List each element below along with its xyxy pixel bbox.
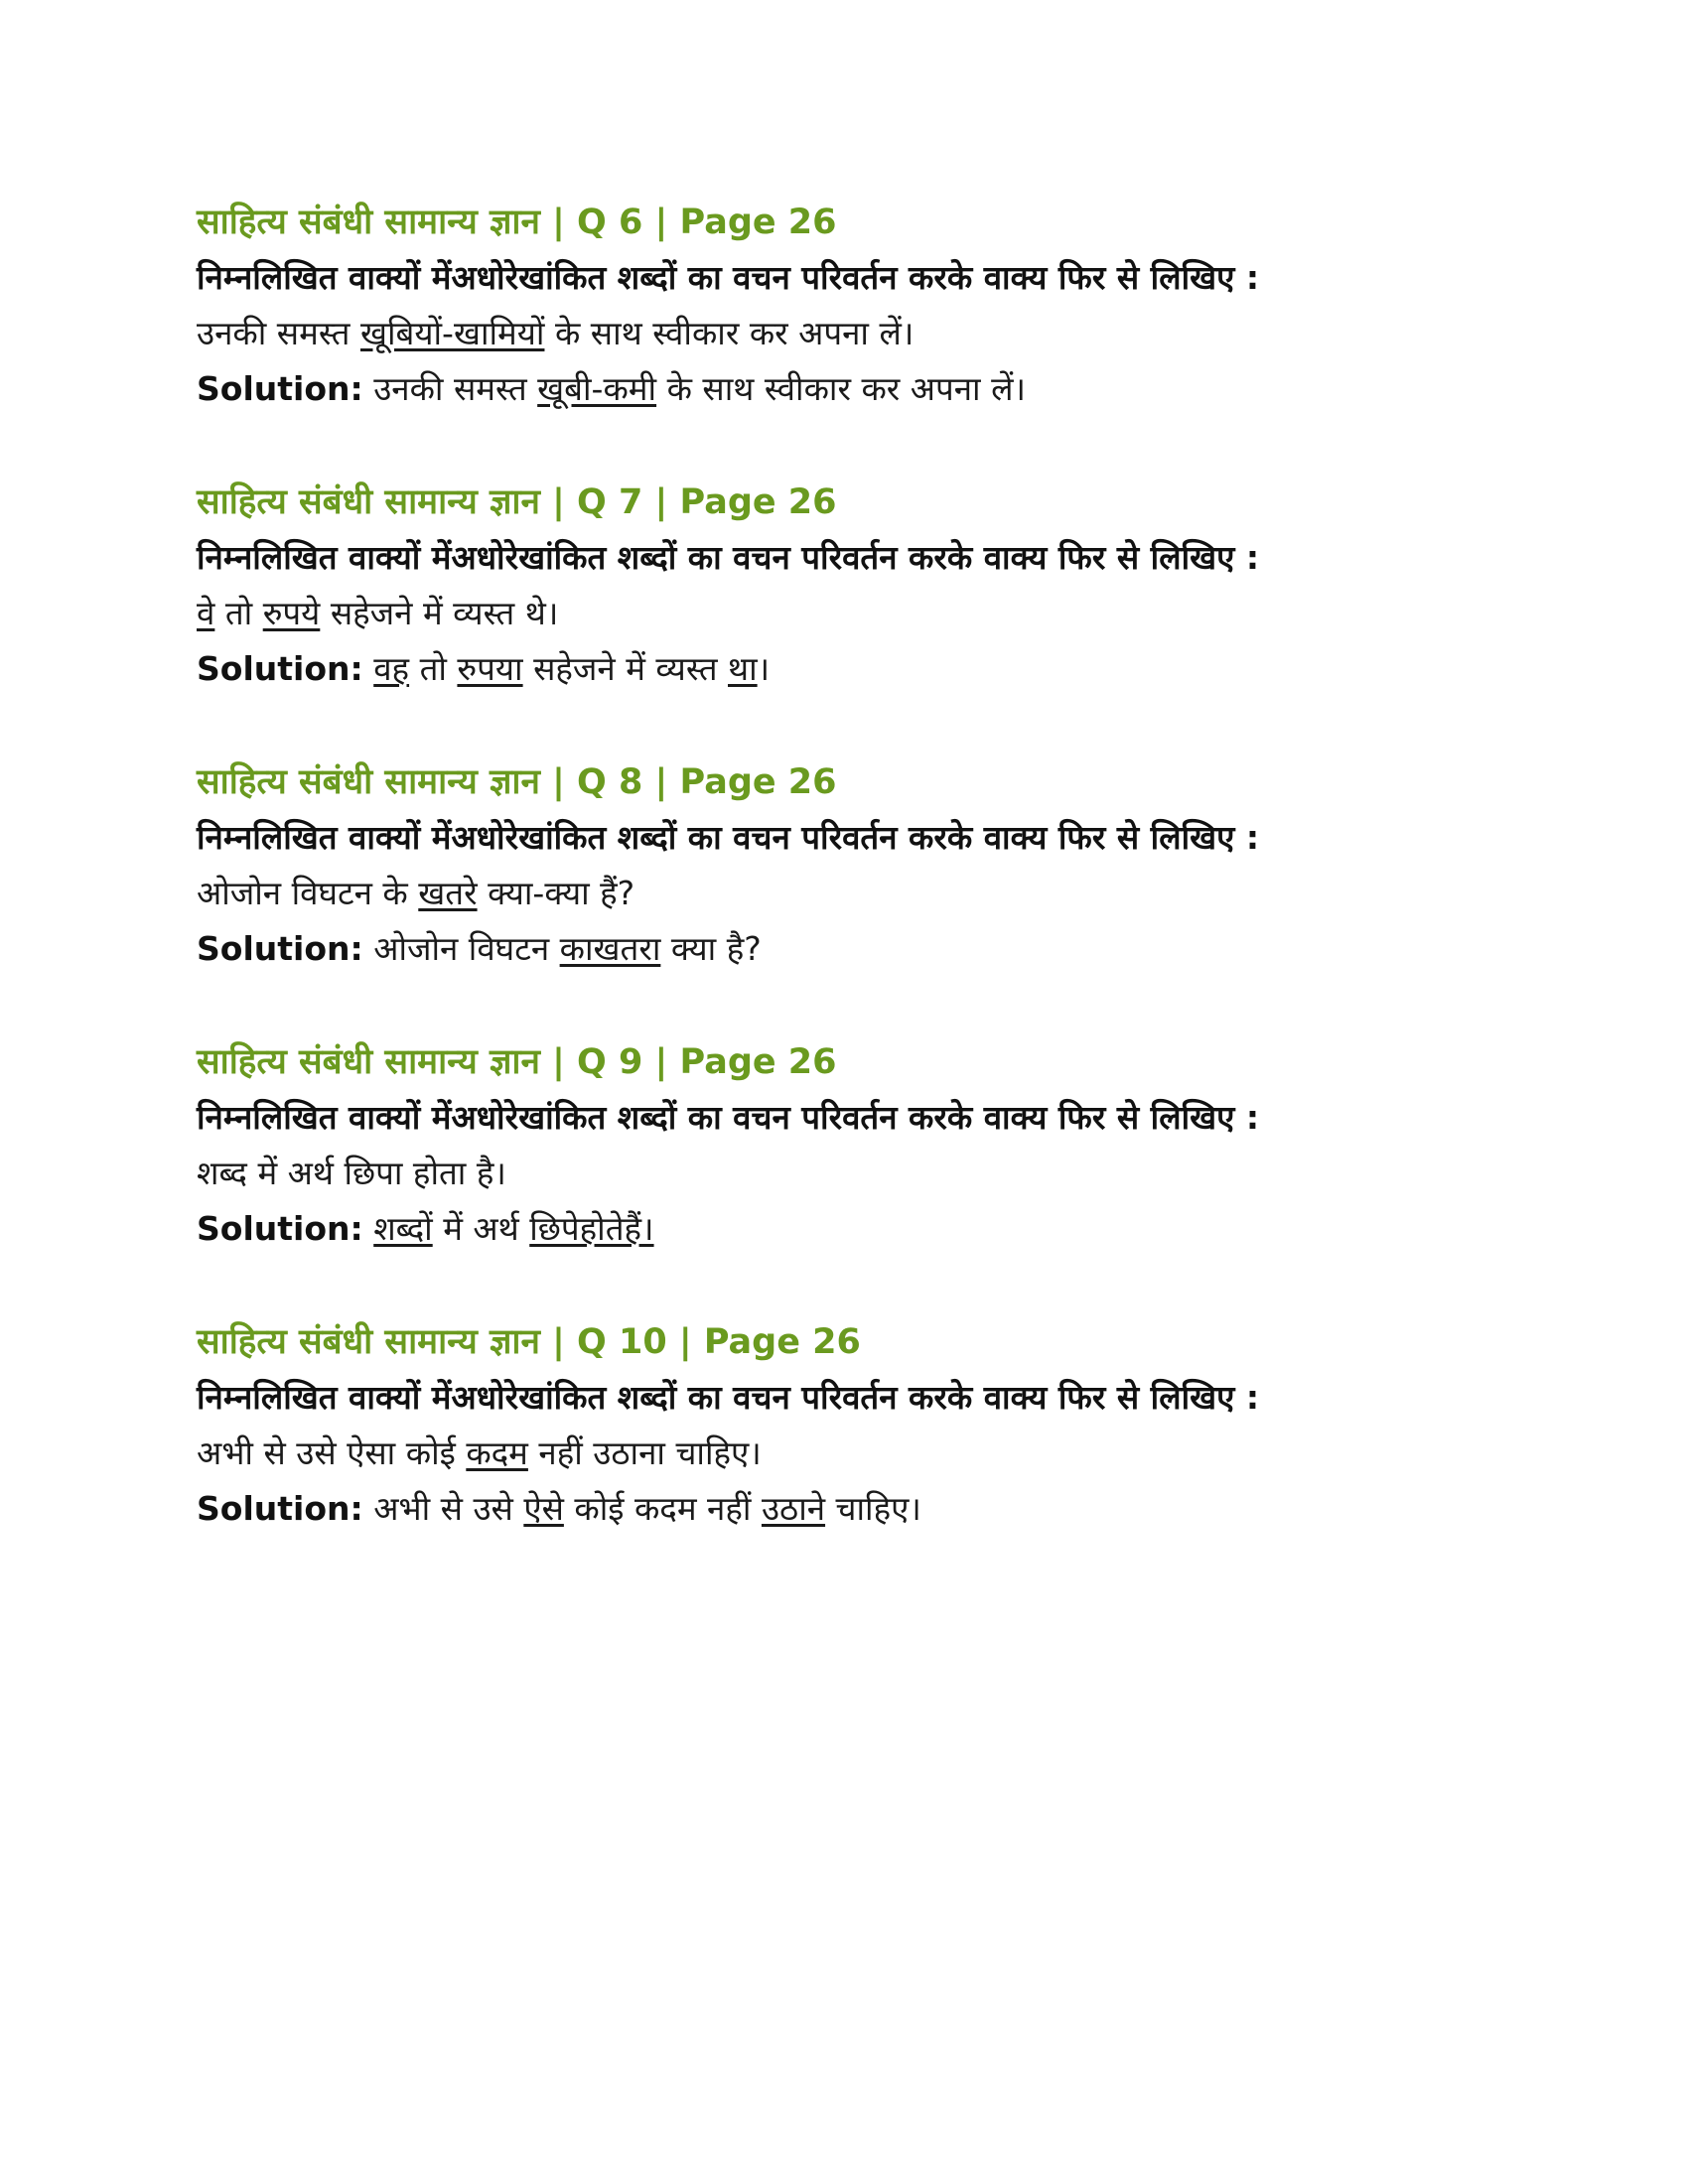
solution-line [197,1201,1527,1257]
solution-text: । [757,649,771,688]
sentence-text: सहेजने में व्यस्त थे। [320,594,559,632]
solution-line [197,361,1527,417]
question-block-q7 [197,475,1527,697]
sentence-text: नहीं उठाना चाहिए। [527,1433,762,1472]
underlined-word: काखतरा [559,929,661,968]
solution-text: तो [409,649,458,688]
underlined-word: कदम [466,1433,528,1472]
solution-text: अभी से उसे [362,1489,524,1528]
question-sentence [197,1146,1527,1201]
question-instruction: निम्नलिखित वाक्यों मेंअधोरेखांकित शब्दों का वचन परिवर्तन करके वाक्य फिर से लिखिए : [197,538,1260,577]
question-header: साहित्य संबंधी सामान्य ज्ञान | Q 8 | Page 26 [197,762,837,802]
underlined-word: उठाने [761,1489,826,1528]
question-header: साहित्य संबंधी सामान्य ज्ञान | Q 9 | Page 26 [197,1042,837,1082]
solution-text: कोई कदम नहीं [563,1489,762,1528]
sentence-text: ओजोन विघटन के [197,874,419,912]
solution-text: क्या है? [660,929,762,968]
underlined-word: छिपेहोतेहैं। [529,1209,654,1248]
underlined-word: खूबियों-खामियों [359,314,545,352]
solution-text: ओजोन विघटन [362,929,560,968]
solution-text [363,649,374,688]
solution-text: उनकी समस्त [362,369,538,408]
solution-label: Solution: [197,649,363,688]
question-header: साहित्य संबंधी सामान्य ज्ञान | Q 6 | Page 26 [197,203,837,242]
solution-text: में अर्थ [432,1209,530,1248]
underlined-word: वे [197,594,215,632]
question-header: साहित्य संबंधी सामान्य ज्ञान | Q 10 | Page 26 [197,1322,861,1362]
sentence-text: उनकी समस्त [197,314,360,352]
question-block-q9 [197,1034,1527,1257]
question-instruction: निम्नलिखित वाक्यों मेंअधोरेखांकित शब्दों का वचन परिवर्तन करके वाक्य फिर से लिखिए : [197,1098,1260,1137]
underlined-word: रुपया [457,649,523,688]
question-sentence [197,306,1527,361]
question-block-q8 [197,754,1527,977]
underlined-word: वह [373,649,410,688]
solution-text [363,1209,374,1248]
solution-line [197,921,1527,977]
underlined-word: शब्दों [373,1209,433,1248]
question-list [197,195,1527,1594]
question-instruction: निम्नलिखित वाक्यों मेंअधोरेखांकित शब्दों का वचन परिवर्तन करके वाक्य फिर से लिखिए : [197,258,1260,297]
solution-label: Solution: [197,369,363,408]
sentence-text: तो [214,594,263,632]
solution-label: Solution: [197,1209,363,1248]
question-sentence [197,866,1527,921]
underlined-word: खतरे [418,874,478,912]
sentence-text: के साथ स्वीकार कर अपना लें। [544,314,914,352]
sentence-text: क्या-क्या हैं? [477,874,635,912]
solution-text: सहेजने में व्यस्त [522,649,728,688]
solution-text: के साथ स्वीकार कर अपना लें। [656,369,1026,408]
question-instruction: निम्नलिखित वाक्यों मेंअधोरेखांकित शब्दों का वचन परिवर्तन करके वाक्य फिर से लिखिए : [197,1378,1260,1417]
question-block-q10 [197,1314,1527,1537]
question-sentence [197,1426,1527,1481]
question-block-q6 [197,195,1527,417]
solution-line [197,1481,1527,1537]
underlined-word: ऐसे [523,1489,564,1528]
question-header: साहित्य संबंधी सामान्य ज्ञान | Q 7 | Page 26 [197,482,837,522]
underlined-word: था [728,649,758,688]
question-instruction: निम्नलिखित वाक्यों मेंअधोरेखांकित शब्दों का वचन परिवर्तन करके वाक्य फिर से लिखिए : [197,818,1260,857]
solution-line [197,641,1527,697]
sentence-text: अभी से उसे ऐसा कोई [197,1433,467,1472]
solution-text: चाहिए। [825,1489,921,1528]
underlined-word: रुपये [262,594,321,632]
underlined-word: खूबी-कमी [537,369,657,408]
solution-label: Solution: [197,1489,363,1528]
question-sentence [197,586,1527,641]
sentence-text: शब्द में अर्थ छिपा होता है। [197,1154,506,1192]
solution-label: Solution: [197,929,363,968]
